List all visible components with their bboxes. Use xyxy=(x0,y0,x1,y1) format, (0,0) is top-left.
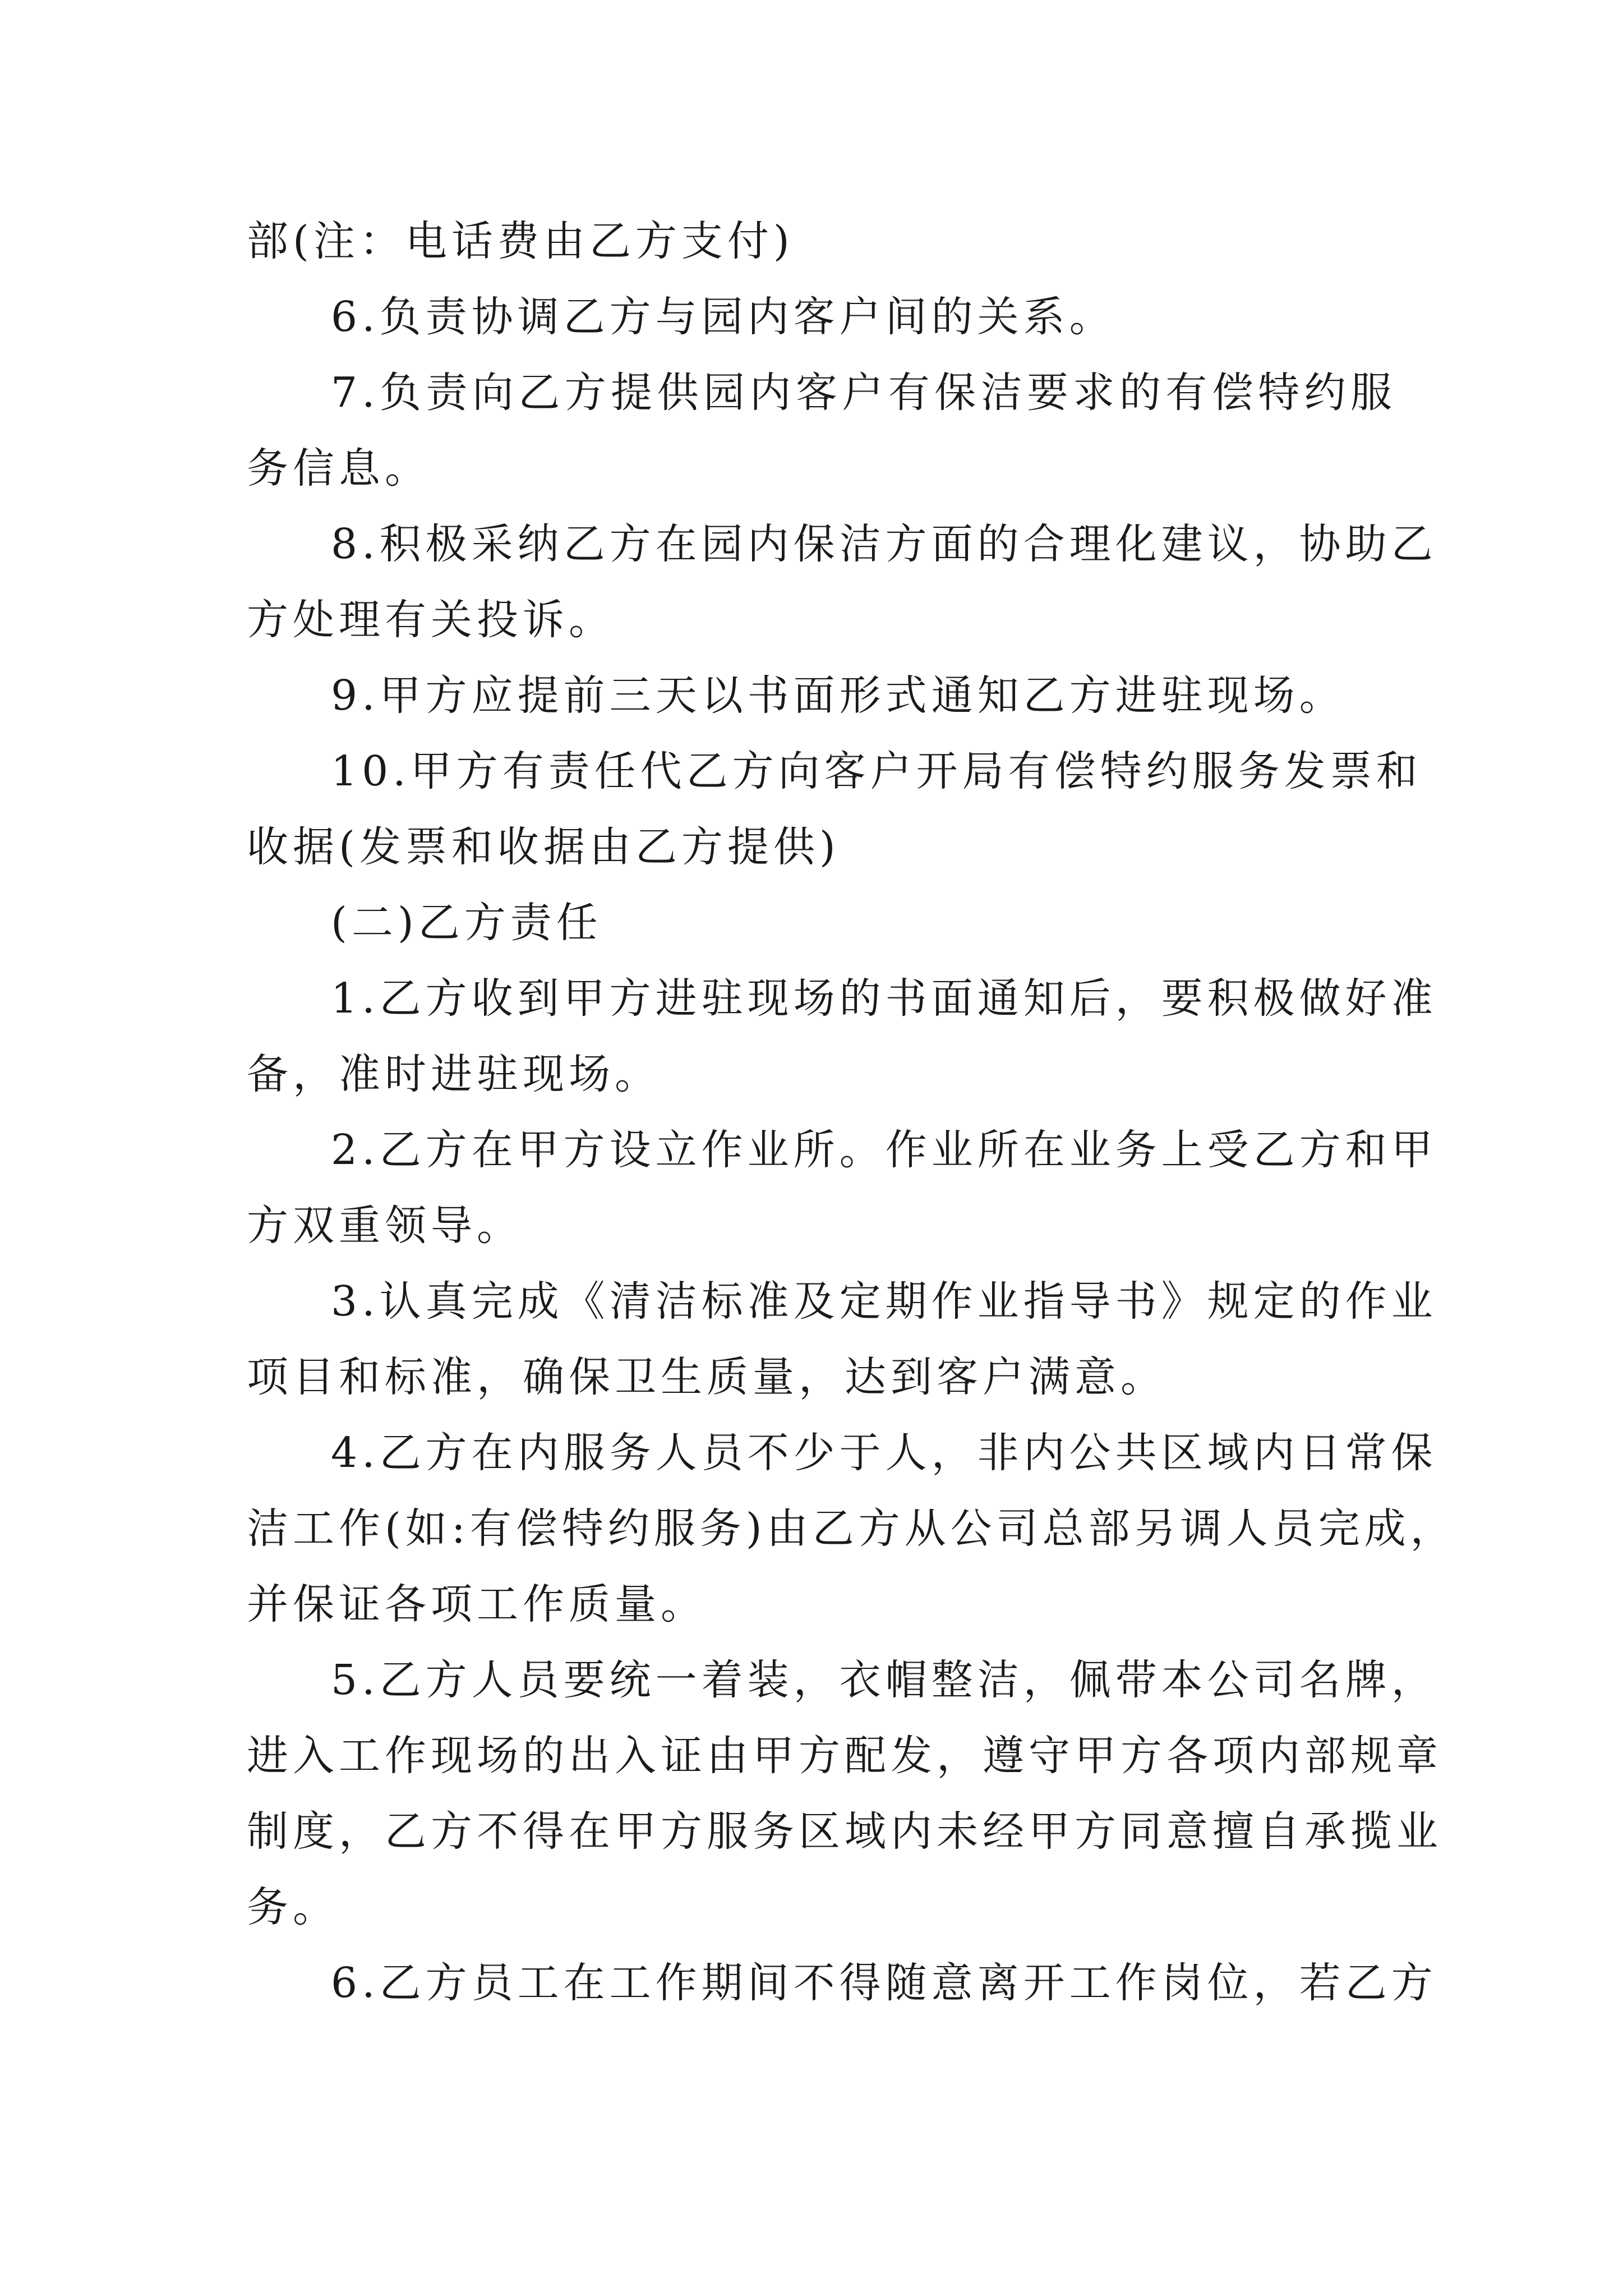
section-heading: (二)乙方责任 xyxy=(331,899,602,947)
text-line: 并保证各项工作质量。 xyxy=(247,1580,707,1628)
text-line: 制度，乙方不得在甲方服务区域内未经甲方同意擅自承揽业 xyxy=(247,1807,1442,1856)
text-line: 方处理有关投诉。 xyxy=(247,596,615,644)
text-line: 进入工作现场的出入证由甲方配发，遵守甲方各项内部规章 xyxy=(247,1732,1442,1780)
text-line: 务信息。 xyxy=(247,444,431,493)
text-line: 收据(发票和收据由乙方提供) xyxy=(247,823,840,871)
text-line: 部(注：电话费由乙方支付) xyxy=(247,217,794,265)
text-line: 6.负责协调乙方与园内客户间的关系。 xyxy=(331,293,1115,341)
text-line: 洁工作(如:有偿特约服务)由乙方从公司总部另调人员完成， xyxy=(247,1504,1456,1553)
text-line: 2.乙方在甲方设立作业所。作业所在业务上受乙方和甲 xyxy=(331,1126,1437,1174)
text-line: 10.甲方有责任代乙方向客户开局有偿特约服务发票和 xyxy=(331,747,1422,795)
text-line: 1.乙方收到甲方进驻现场的书面通知后，要积极做好准 xyxy=(331,974,1437,1023)
text-line: 7.负责向乙方提供园内客户有保洁要求的有偿特约服 xyxy=(331,369,1396,417)
text-line: 9.甲方应提前三天以书面形式通知乙方进驻现场。 xyxy=(331,671,1345,720)
text-line: 3.认真完成《清洁标准及定期作业指导书》规定的作业 xyxy=(331,1277,1437,1326)
text-line: 4.乙方在内服务人员不少于人，非内公共区域内日常保 xyxy=(331,1429,1437,1477)
text-line: 6.乙方员工在工作期间不得随意离开工作岗位，若乙方 xyxy=(331,1959,1437,2007)
text-line: 方双重领导。 xyxy=(247,1202,523,1250)
text-line: 5.乙方人员要统一着装，衣帽整洁，佩带本公司名牌， xyxy=(331,1656,1437,1704)
text-line: 备，准时进驻现场。 xyxy=(247,1050,661,1098)
text-line: 8.积极采纳乙方在园内保洁方面的合理化建议，协助乙 xyxy=(331,520,1437,568)
text-line: 项目和标准，确保卫生质量，达到客户满意。 xyxy=(247,1353,1166,1401)
text-line: 务。 xyxy=(247,1883,339,1931)
